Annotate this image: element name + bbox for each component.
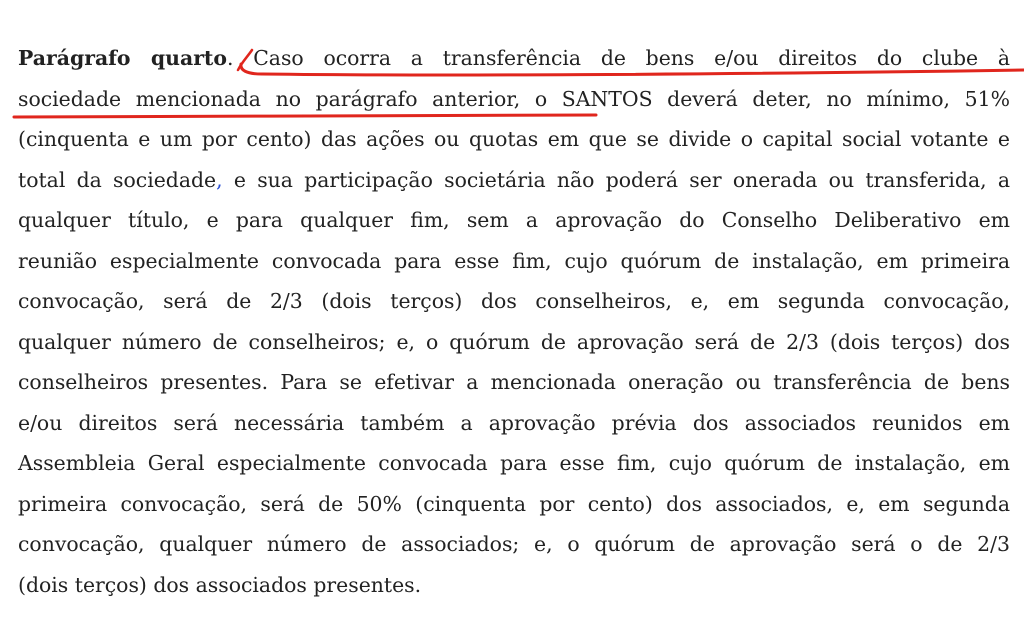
text-line-13: convocação, qualquer número de associados; e, o quórum de aprovação será o de 2/3: [18, 532, 1010, 556]
text-line-9: conselheiros presentes. Para se efetivar a mencionada oneração ou transferência de bens: [18, 370, 1010, 394]
text-line-11: Assembleia Geral especialmente convocada para esse fim, cujo quórum de instalação, em: [18, 451, 1010, 475]
highlighted-comma: ,: [216, 167, 223, 192]
text-line-10: e/ou direitos será necessária também a aprovação prévia dos associados reunidos em: [18, 410, 1010, 435]
line-4-part-a: total da sociedade: [18, 167, 217, 192]
line-1-text: . Caso ocorra a transferência de bens e/ou direitos do clube à: [226, 46, 1010, 70]
paragraph-heading: Parágrafo quarto: [18, 46, 227, 70]
text-line-5: qualquer título, e para qualquer fim, sem a aprovação do Conselho Deliberativo em: [18, 208, 1010, 232]
text-line-7: convocação, será de 2/3 (dois terços) dos conselheiros, e, em segunda convocação,: [18, 289, 1010, 313]
text-line-12: primeira convocação, será de 50% (cinquenta por cento) dos associados, e, em segunda: [18, 491, 1010, 516]
text-line-3: (cinquenta e um por cento) das ações ou quotas em que se divide o capital social votante e: [18, 127, 1010, 151]
text-line-4: [18, 160, 1010, 201]
text-line-14: (dois terços) dos associados presentes.: [18, 572, 422, 597]
text-line-8: qualquer número de conselheiros; e, o quórum de aprovação será de 2/3 (dois terços) dos: [18, 329, 1010, 354]
text-line-6: reunião especialmente convocada para esse fim, cujo quórum de instalação, em primeira: [18, 248, 1010, 273]
text-line-1: [18, 38, 1010, 79]
paragraph-quarto: [18, 38, 1010, 605]
text-line-2: sociedade mencionada no parágrafo anterior, o SANTOS deverá deter, no mínimo, 51%: [18, 86, 1010, 111]
line-4-part-b: e sua participação societária não poderá ser onerada ou transferida, a: [222, 167, 1010, 192]
